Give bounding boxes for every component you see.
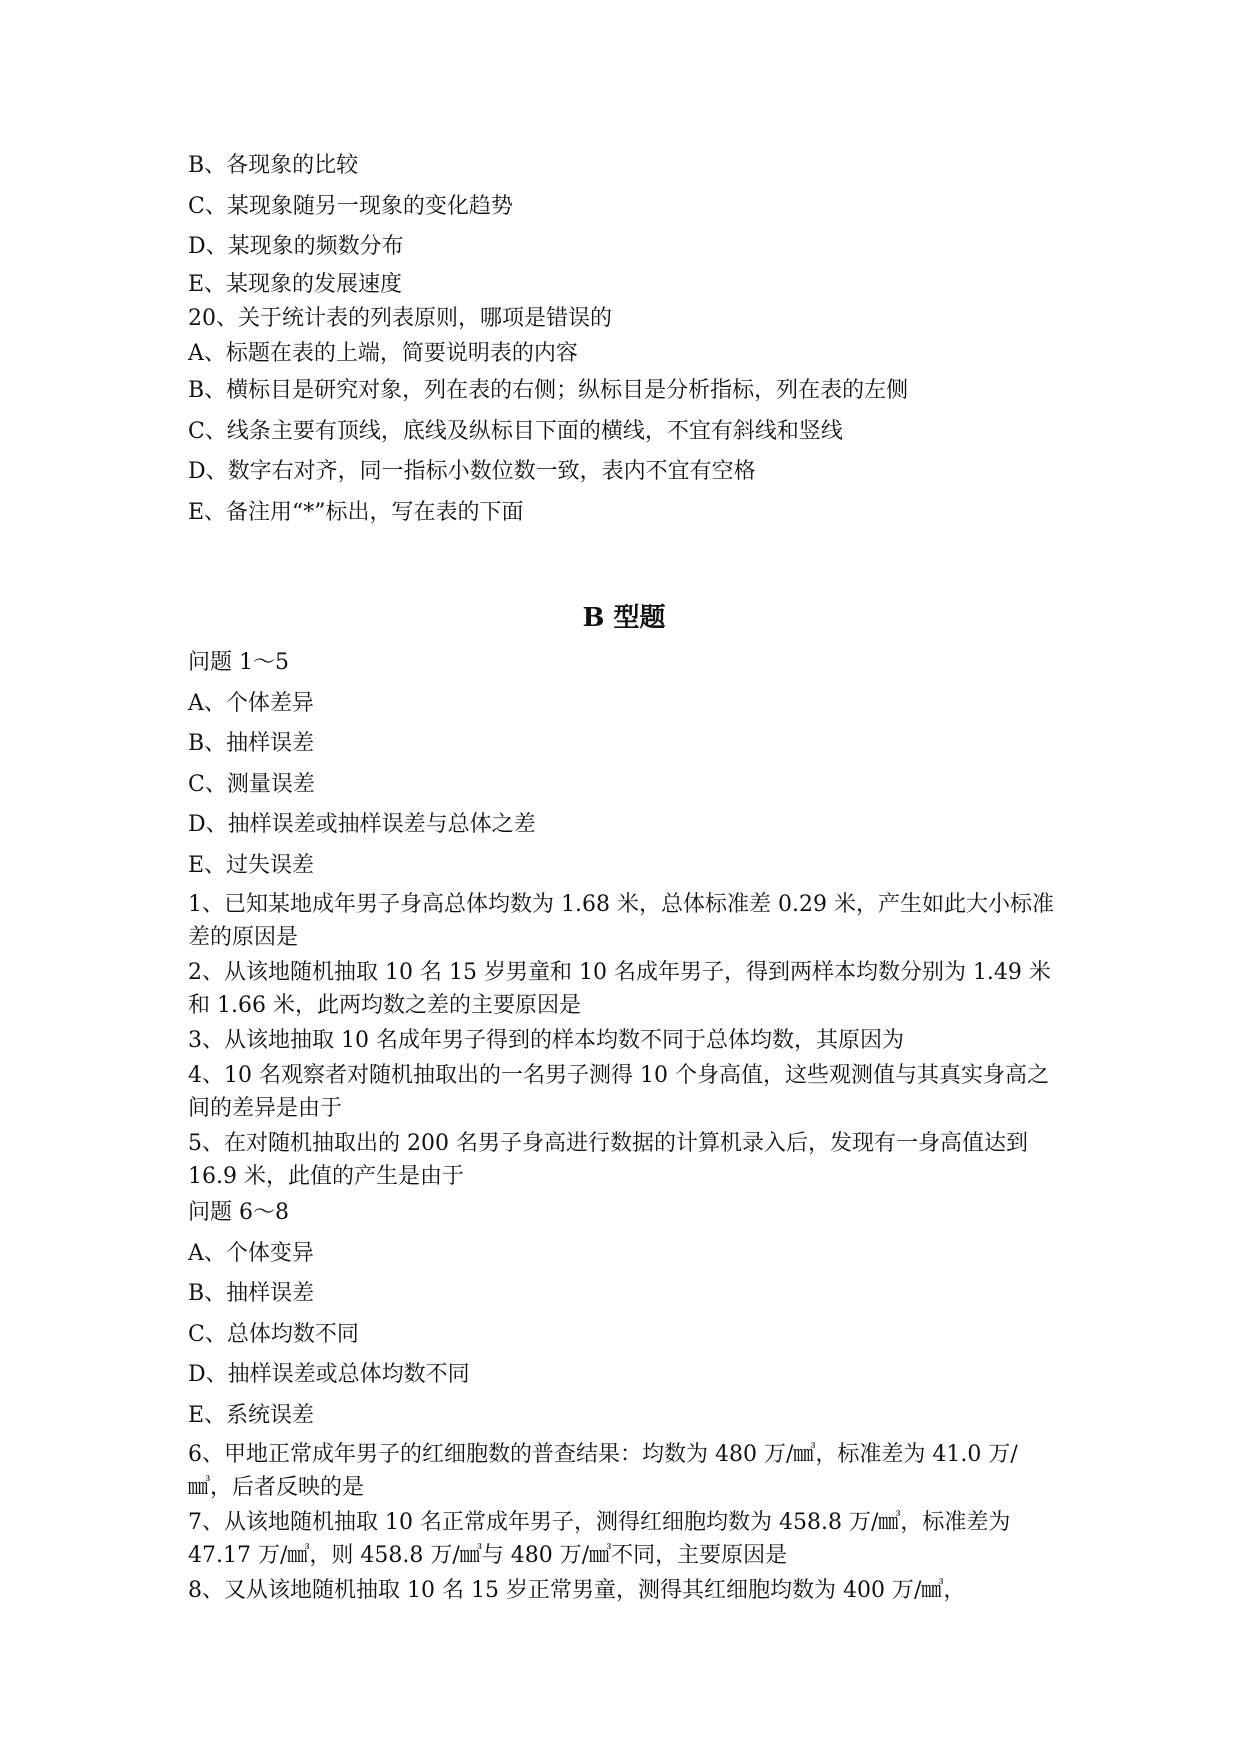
question-text: 2、从该地随机抽取 10 名 15 岁男童和 10 名成年男子，得到两样本均数分别为 1.49 米和 1.66 米，此两均数之差的主要原因是 bbox=[188, 960, 1051, 1018]
option-line: C、总体均数不同 bbox=[188, 1321, 359, 1347]
group-header: 问题 6～8 bbox=[188, 1200, 289, 1225]
option-line: B、抽样误差 bbox=[188, 1281, 315, 1306]
question-stem: 20、关于统计表的列表原则，哪项是错误的 bbox=[188, 306, 612, 331]
option-line: E、过失误差 bbox=[188, 852, 315, 878]
question-text: 8、又从该地随机抽取 10 名 15 岁正常男童，测得其红细胞均数为 400 万/㎣， bbox=[188, 1578, 966, 1603]
option-line: B、抽样误差 bbox=[188, 731, 315, 756]
question-text: 7、从该地随机抽取 10 名正常成年男子，测得红细胞均数为 458.8 万/㎣，标准差为 47.17 万/㎣，则 458.8 万/㎣与 480 万/㎣不同，主要原因是 bbox=[188, 1510, 1011, 1568]
option-line: E、系统误差 bbox=[188, 1402, 315, 1428]
option-line: B、各现象的比较 bbox=[188, 153, 359, 178]
page-content bbox=[188, 146, 1060, 1607]
option-line: D、某现象的频数分布 bbox=[188, 234, 404, 259]
option-line: A、个体差异 bbox=[188, 690, 314, 716]
option-line: D、抽样误差或总体均数不同 bbox=[188, 1362, 470, 1387]
section-title: B 型题 bbox=[582, 603, 666, 633]
question-text: 4、10 名观察者对随机抽取出的一名男子测得 10 个身高值，这些观测值与其真实身高之间的差异是由于 bbox=[188, 1063, 1049, 1121]
question-text: 6、甲地正常成年男子的红细胞数的普查结果：均数为 480 万/㎣，标准差为 41.0 万/㎣，后者反映的是 bbox=[188, 1442, 1018, 1500]
option-line: B、横标目是研究对象，列在表的右侧；纵标目是分析指标，列在表的左侧 bbox=[188, 378, 909, 403]
question-text: 3、从该地抽取 10 名成年男子得到的样本均数不同于总体均数，其原因为 bbox=[188, 1028, 904, 1053]
option-line: E、备注用“*”标出，写在表的下面 bbox=[188, 499, 524, 525]
option-line: E、某现象的发展速度 bbox=[188, 271, 403, 297]
option-line: D、数字右对齐，同一指标小数位数一致，表内不宜有空格 bbox=[188, 459, 756, 484]
option-line: C、某现象随另一现象的变化趋势 bbox=[188, 193, 513, 219]
option-line: A、个体变异 bbox=[188, 1240, 314, 1266]
option-line: C、线条主要有顶线，底线及纵标目下面的横线，不宜有斜线和竖线 bbox=[188, 418, 843, 444]
section-spacer bbox=[188, 533, 1060, 593]
option-line: D、抽样误差或抽样误差与总体之差 bbox=[188, 812, 536, 837]
group-header: 问题 1～5 bbox=[188, 650, 289, 675]
question-text: 5、在对随机抽取出的 200 名男子身高进行数据的计算机录入后，发现有一身高值达到 16.9 米，此值的产生是由于 bbox=[188, 1131, 1028, 1189]
question-text: 1、已知某地成年男子身高总体均数为 1.68 米，总体标准差 0.29 米，产生如此大小标准差的原因是 bbox=[188, 892, 1054, 950]
option-line: A、标题在表的上端，简要说明表的内容 bbox=[188, 340, 578, 366]
option-line: C、测量误差 bbox=[188, 771, 315, 797]
